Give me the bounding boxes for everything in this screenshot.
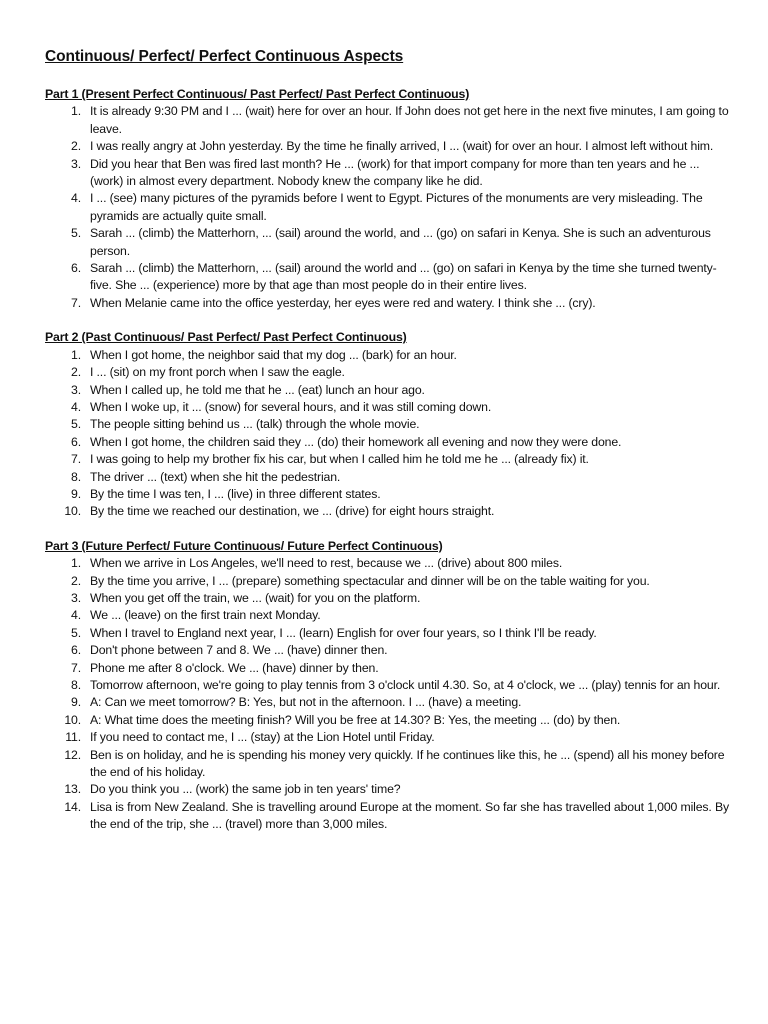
exercise-list (45, 555, 735, 834)
part-3 (45, 538, 735, 834)
exercise-list (45, 347, 735, 521)
exercise-item: 7. I was going to help my brother fix his car, but when I called him he told me he ... (already fix) it. (71, 452, 589, 467)
part-2 (45, 329, 735, 520)
exercise-item: 4. When I woke up, it ... (snow) for several hours, and it was still coming down. (71, 399, 492, 414)
exercise-item: 7. Phone me after 8 o'clock. We ... (have) dinner by then. (71, 660, 379, 675)
exercise-item: 1. When we arrive in Los Angeles, we'll need to rest, because we ... (drive) about 800 miles. (71, 556, 563, 571)
part-heading: Part 2 (Past Continuous/ Past Perfect/ Past Perfect Continuous) (45, 330, 407, 345)
exercise-item: 4. I ... (see) many pictures of the pyramids before I went to Egypt. Pictures of the monuments are very misleading. The pyramids are actually quite small. (71, 191, 703, 223)
exercise-item: 2. I was really angry at John yesterday. By the time he finally arrived, I ... (wait) for over an hour. I almost left without him. (71, 139, 714, 154)
exercise-item: 10. By the time we reached our destination, we ... (drive) for eight hours straight. (64, 504, 495, 519)
exercise-item: 3. When I called up, he told me that he ... (eat) lunch an hour ago. (71, 382, 425, 397)
exercise-list (45, 103, 735, 312)
document-page (45, 48, 735, 851)
exercise-item: 1. It is already 9:30 PM and I ... (wait) here for over an hour. If John does not get here in the next five minutes, I am going to leave. (71, 104, 729, 136)
exercise-item: 6. Don't phone between 7 and 8. We ... (have) dinner then. (71, 643, 388, 658)
exercise-item: 6. Sarah ... (climb) the Matterhorn, ... (sail) around the world and ... (go) on safari in Kenya by the time she turned twenty-five. She ... (experience) more by that age than most people do in their entire lives. (71, 261, 717, 293)
exercise-item: 9. A: Can we meet tomorrow? B: Yes, but not in the afternoon. I ... (have) a meeting. (71, 695, 522, 710)
exercise-item: 3. When you get off the train, we ... (wait) for you on the platform. (71, 590, 421, 605)
exercise-item: 9. By the time I was ten, I ... (live) in three different states. (71, 486, 381, 501)
part-heading: Part 1 (Present Perfect Continuous/ Past Perfect/ Past Perfect Continuous) (45, 87, 470, 101)
exercise-item: 10. A: What time does the meeting finish? Will you be free at 14.30? B: Yes, the meeting ... (do) by then. (64, 712, 621, 727)
exercise-item: 2. By the time you arrive, I ... (prepare) something spectacular and dinner will be on the table waiting for you. (71, 573, 650, 588)
part-1 (45, 86, 735, 312)
exercise-item: 8. Tomorrow afternoon, we're going to play tennis from 3 o'clock until 4.30. So, at 4 o'clock, we ... (play) tennis for an hour. (71, 678, 721, 692)
exercise-item: 4. We ... (leave) on the first train next Monday. (71, 608, 321, 623)
exercise-item: 5. When I travel to England next year, I ... (learn) English for over four years, so I think I'll be ready. (71, 625, 597, 640)
exercise-item: 11. If you need to contact me, I ... (stay) at the Lion Hotel until Friday. (65, 730, 435, 745)
exercise-item: 8. The driver ... (text) when she hit the pedestrian. (71, 469, 341, 484)
exercise-item: 12. Ben is on holiday, and he is spending his money very quickly. If he continues like this, he ... (spend) all his money before the end of his holiday. (64, 747, 725, 780)
exercise-item: 5. Sarah ... (climb) the Matterhorn, ... (sail) around the world, and ... (go) on safari in Kenya. She is such an adventurous person. (71, 226, 711, 258)
exercise-item: 2. I ... (sit) on my front porch when I saw the eagle. (71, 365, 345, 380)
document-title: Continuous/ Perfect/ Perfect Continuous Aspects (45, 48, 404, 65)
exercise-item: 3. Did you hear that Ben was fired last month? He ... (work) for that import company for more than ten years and he ... (work) in almost every department. Nobody knew the company like he did. (71, 156, 700, 189)
exercise-item: 13. Do you think you ... (work) the same job in ten years' time? (64, 782, 401, 797)
exercise-item: 14. Lisa is from New Zealand. She is travelling around Europe at the moment. So far she has travelled about 1,000 miles. By the end of the trip, she ... (travel) more than 3,000 miles. (64, 799, 730, 832)
exercise-item: 1. When I got home, the neighbor said that my dog ... (bark) for an hour. (71, 347, 457, 362)
exercise-item: 6. When I got home, the children said they ... (do) their homework all evening and now they were done. (71, 434, 622, 449)
part-heading: Part 3 (Future Perfect/ Future Continuous/ Future Perfect Continuous) (45, 538, 443, 553)
exercise-item: 7. When Melanie came into the office yesterday, her eyes were red and watery. I think she ... (cry). (71, 295, 596, 310)
exercise-item: 5. The people sitting behind us ... (talk) through the whole movie. (71, 417, 420, 432)
